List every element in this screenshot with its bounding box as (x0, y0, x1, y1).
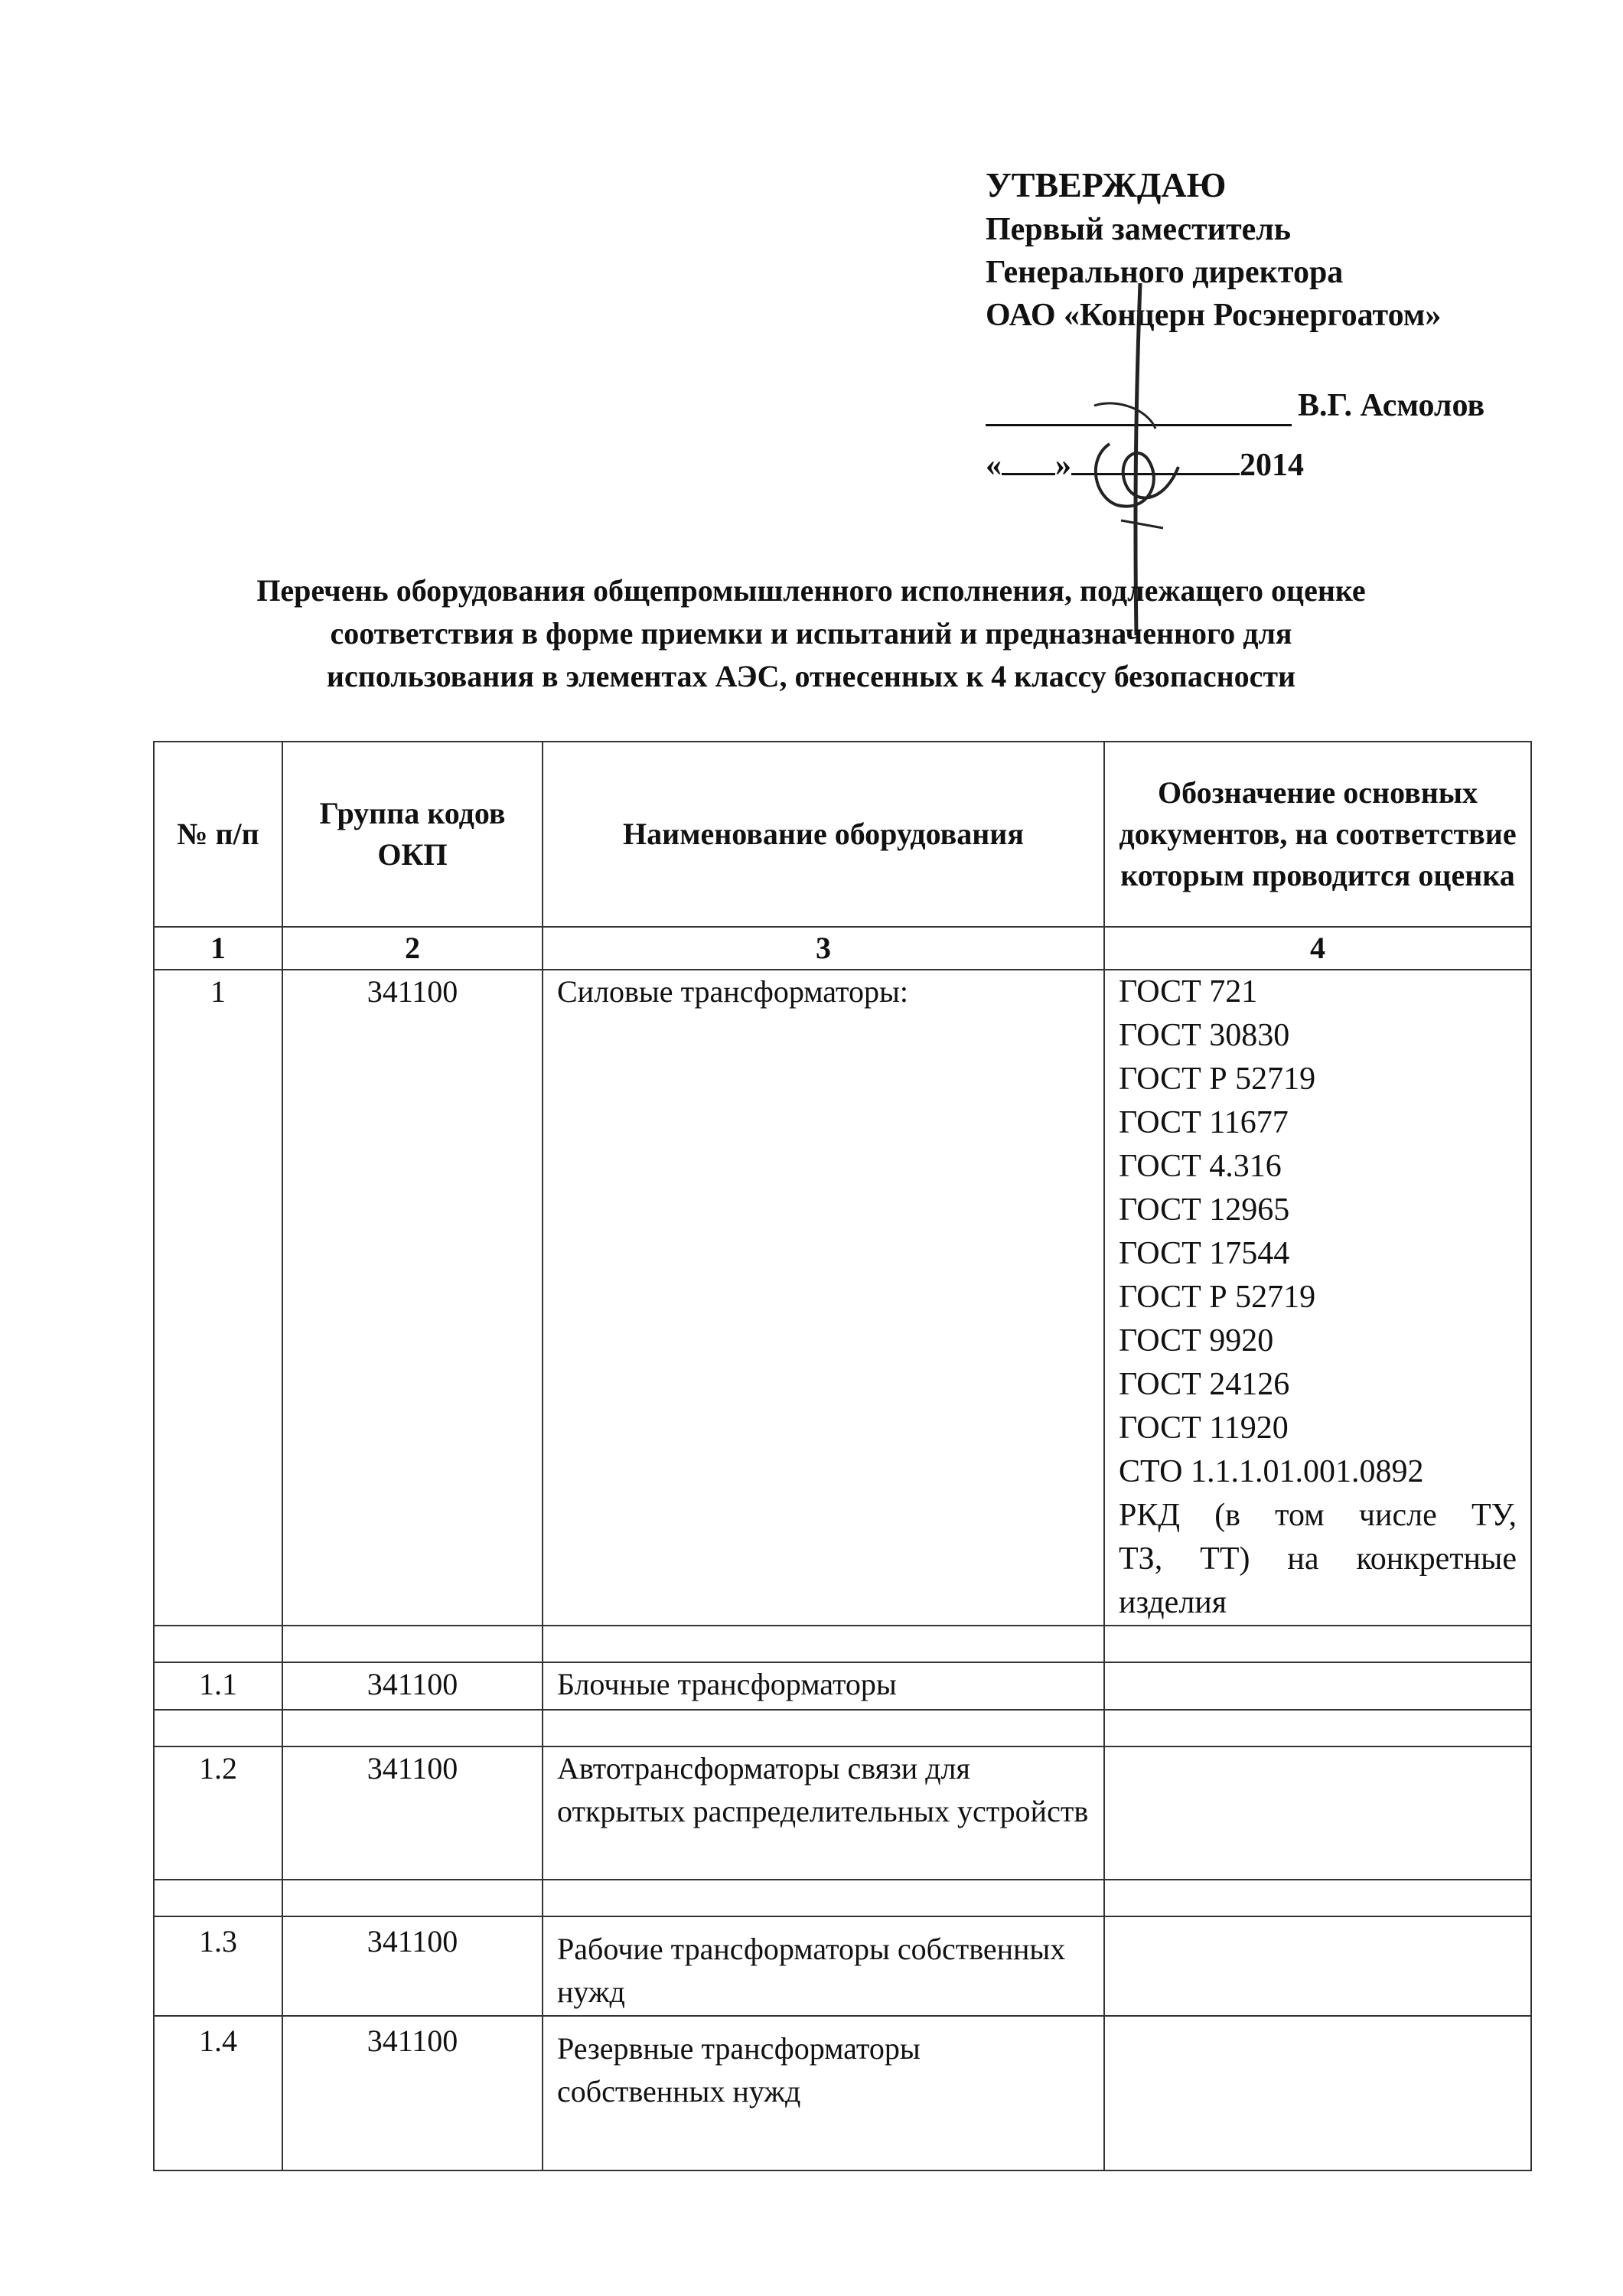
row-okp: 341100 (282, 2016, 543, 2170)
row-docs (1104, 1916, 1531, 2016)
row-name: Автотрансформаторы связи для открытых распределительных устройств (543, 1746, 1104, 1880)
date-quote-open: « (986, 448, 1002, 483)
row-no: 1.2 (154, 1746, 282, 1880)
column-number: 2 (282, 927, 543, 970)
doc-item: ГОСТ 11920 (1119, 1411, 1289, 1446)
approval-position-line1: Первый заместитель (986, 212, 1291, 247)
header-no: № п/п (154, 742, 282, 927)
row-name: Силовые трансформаторы: (543, 970, 1104, 1626)
spacer-row (154, 1626, 1531, 1662)
equipment-table (153, 741, 1532, 2171)
document-heading (115, 569, 1507, 698)
heading-line3: использования в элементах АЭС, отнесенных к 4 классу безопасности (326, 659, 1296, 693)
date-year: 2014 (1240, 448, 1304, 483)
spacer-row (154, 1710, 1531, 1746)
doc-item-rkd: изделия (1119, 1585, 1227, 1620)
table-row (154, 2016, 1531, 2170)
doc-item: ГОСТ Р 52719 (1119, 1062, 1316, 1097)
row-okp: 341100 (282, 1916, 543, 2016)
doc-item: ГОСТ 30830 (1119, 1018, 1290, 1053)
row-okp: 341100 (282, 970, 543, 1626)
doc-item: ГОСТ 17544 (1119, 1236, 1290, 1271)
doc-item-rkd: РКД (в том числе ТУ, (1119, 1498, 1517, 1533)
row-no: 1.3 (154, 1916, 282, 2016)
table-row (154, 1662, 1531, 1710)
row-okp: 341100 (282, 1746, 543, 1880)
header-docs: Обозначение основных документов, на соответствие которым проводится оценка (1104, 742, 1531, 927)
doc-item-rkd: ТЗ, ТТ) на конкретные (1119, 1541, 1517, 1577)
column-number: 1 (154, 927, 282, 970)
column-number-row (154, 927, 1531, 970)
column-number: 3 (543, 927, 1104, 970)
row-docs (1104, 1746, 1531, 1880)
row-docs (1104, 970, 1531, 1626)
row-no: 1.4 (154, 2016, 282, 2170)
row-name: Блочные трансформаторы (543, 1662, 1104, 1710)
table-row (154, 1746, 1531, 1880)
header-name: Наименование оборудования (543, 742, 1104, 927)
spacer-row (154, 1880, 1531, 1916)
heading-line1: Перечень оборудования общепромышленного исполнения, подлежащего оценке (256, 573, 1366, 608)
row-name: Резервные трансформаторы собственных нужд (543, 2016, 1104, 2170)
column-number: 4 (1104, 927, 1531, 970)
doc-item: ГОСТ 12965 (1119, 1192, 1290, 1228)
approval-organization: ОАО «Концерн Росэнергоатом» (986, 298, 1442, 333)
approval-title: УТВЕРЖДАЮ (986, 165, 1227, 204)
row-name: Рабочие трансформаторы собственных нужд (543, 1916, 1104, 2016)
doc-item: ГОСТ 4.316 (1119, 1149, 1282, 1184)
doc-item: ГОСТ 9920 (1119, 1323, 1274, 1358)
row-okp: 341100 (282, 1662, 543, 1710)
doc-item: ГОСТ 24126 (1119, 1367, 1290, 1402)
date-day-blank (1002, 442, 1055, 475)
table-header-row (154, 742, 1531, 927)
doc-item: ГОСТ Р 52719 (1119, 1280, 1316, 1315)
doc-item: СТО 1.1.1.01.001.0892 (1119, 1454, 1424, 1489)
approval-position-line2: Генерального директора (986, 255, 1344, 290)
date-quote-close: » (1055, 448, 1071, 483)
row-docs (1104, 2016, 1531, 2170)
row-no: 1 (154, 970, 282, 1626)
heading-line2: соответствия в форме приемки и испытаний и предназначенного для (330, 616, 1292, 651)
table-row (154, 1916, 1531, 2016)
doc-item: ГОСТ 11677 (1119, 1105, 1289, 1140)
header-okp: Группа кодов ОКП (282, 742, 543, 927)
row-no: 1.1 (154, 1662, 282, 1710)
signer-name: В.Г. Асмолов (1298, 388, 1485, 423)
doc-item: ГОСТ 721 (1119, 974, 1258, 1009)
row-docs (1104, 1662, 1531, 1710)
table-row (154, 970, 1531, 1626)
